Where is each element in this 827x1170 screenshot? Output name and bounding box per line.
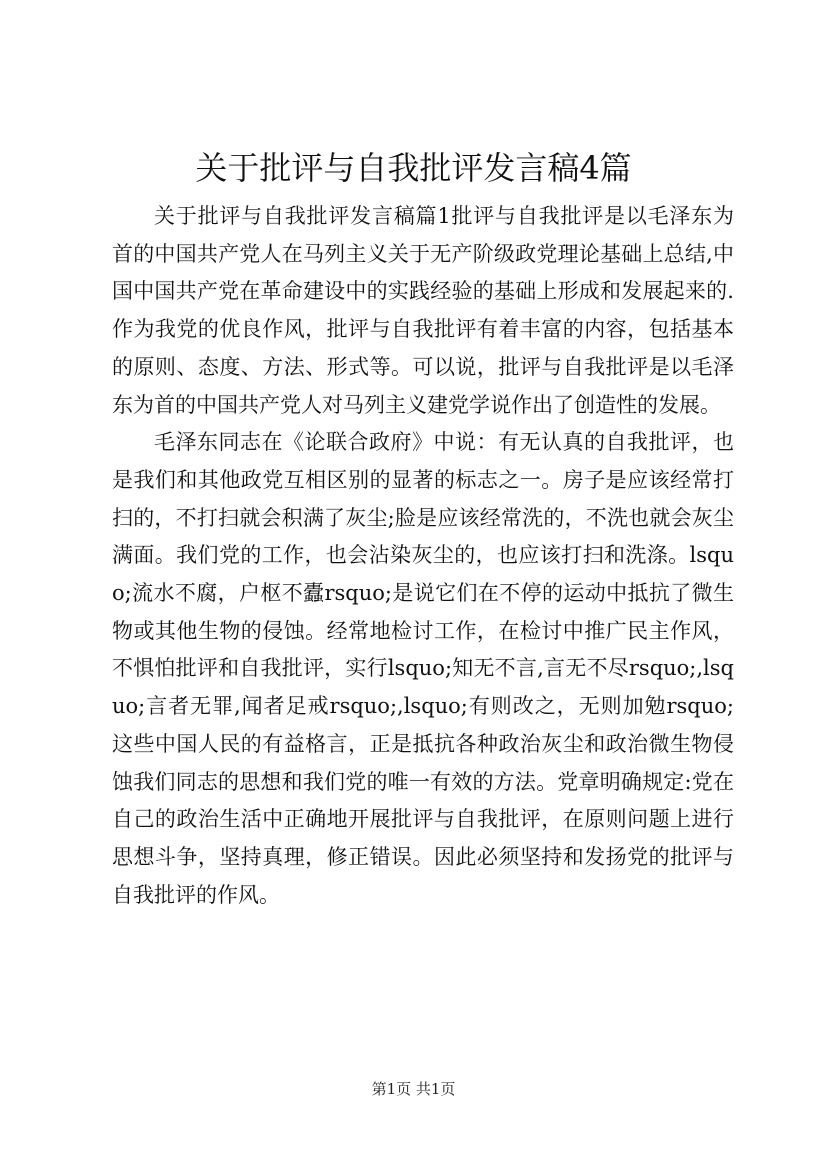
- page-footer: 第1页 共1页: [371, 1080, 456, 1098]
- paragraph-1: 关于批评与自我批评发言稿篇1批评与自我批评是以毛泽东为首的中国共产党人在马列主义关于无产阶级政党理论基础上总结,中国中国共产党在革命建设中的实践经验的基础上形成和发展起来的.作为我党的优良作风，批评与自我批评有着丰富的内容，包括基本的原则、态度、方法、形式等。可以说，批评与自我批评是以毛泽东为首的中国共产党人对马列主义建党学说作出了创造性的发展。: [112, 204, 734, 417]
- paragraph-2: 毛泽东同志在《论联合政府》中说：有无认真的自我批评，也是我们和其他政党互相区别的显著的标志之一。房子是应该经常打扫的，不打扫就会积满了灰尘;脸是应该经常洗的，不洗也就会灰尘满面。我们党的工作，也会沾染灰尘的，也应该打扫和洗涤。lsquo;流水不腐，户枢不蠹rsquo;是说它们在不停的运动中抵抗了微生物或其他生物的侵蚀。经常地检讨工作，在检讨中推广民主作风，不惧怕批评和自我批评，实行lsquo;知无不言,言无不尽rsquo;,lsquo;言者无罪,闻者足戒rsquo;,lsquo;有则改之，无则加勉rsquo;这些中国人民的有益格言，正是抵抗各种政治灰尘和政治微生物侵蚀我们同志的思想和我们党的唯一有效的方法。党章明确规定:党在自己的政治生活中正确地开展批评与自我批评，在原则问题上进行思想斗争，坚持真理，修正错误。因此必须坚持和发扬党的批评与自我批评的作风。: [112, 430, 734, 907]
- document-body: [112, 198, 734, 914]
- document-title: 关于批评与自我批评发言稿4篇: [195, 149, 632, 187]
